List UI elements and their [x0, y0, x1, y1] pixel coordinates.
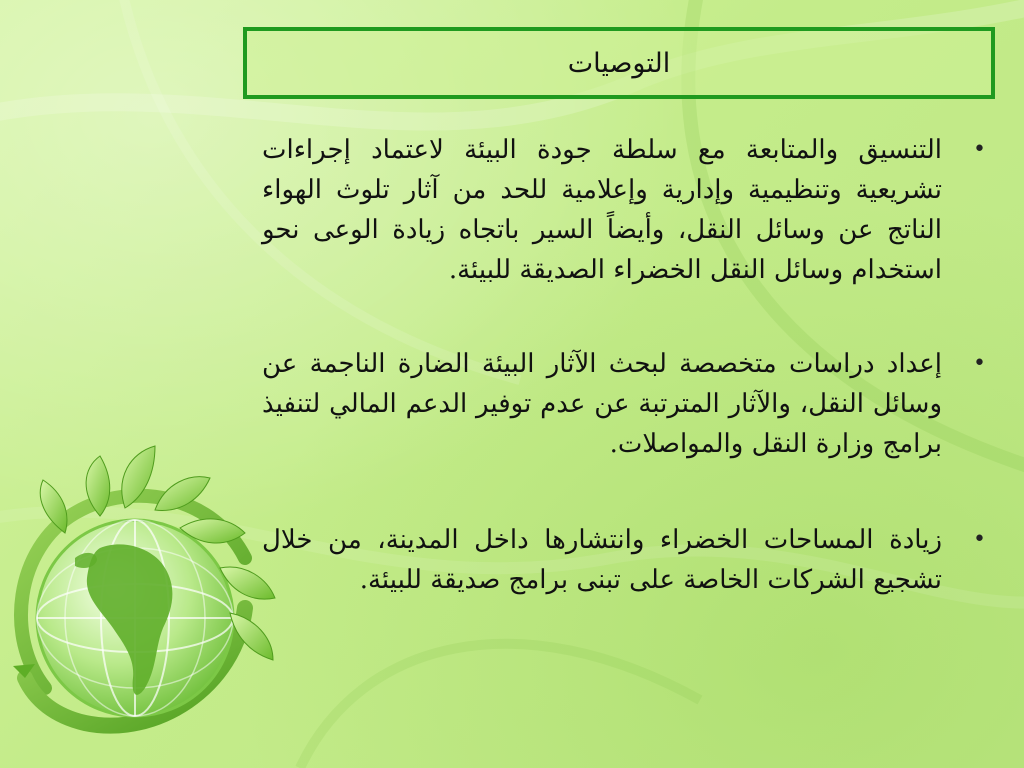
bullet-item-1: [262, 130, 986, 290]
bullet-dot: •: [973, 527, 986, 552]
green-globe-with-leaves-icon: [5, 438, 285, 758]
bullet-list: [262, 130, 986, 628]
bullet-dot: •: [973, 351, 986, 376]
bullet-text-1: التنسيق والمتابعة مع سلطة جودة البيئة لاعتماد إجراءات تشريعية وتنظيمية وإدارية وإعلامية للحد من آثار تلوث الهواء الناتج عن وسائل النقل، وأيضاً السير باتجاه زيادة الوعى نحو استخدام وسائل النقل الخضراء الصديقة للبيئة.: [262, 135, 942, 285]
bullet-text-3: زيادة المساحات الخضراء وانتشارها داخل المدينة، من خلال تشجيع الشركات الخاصة على تبنى برامج صديقة للبيئة.: [262, 525, 942, 595]
bullet-item-3: [262, 520, 986, 600]
title-box: [243, 27, 995, 99]
bullet-dot: •: [973, 137, 986, 162]
bullet-item-2: [262, 344, 986, 464]
bullet-text-2: إعداد دراسات متخصصة لبحث الآثار البيئة الضارة الناجمة عن وسائل النقل، والآثار المترتبة عن عدم توفير الدعم المالي لتنفيذ برامج وزارة النقل والمواصلات.: [262, 349, 942, 459]
slide-title: التوصيات: [567, 47, 671, 79]
